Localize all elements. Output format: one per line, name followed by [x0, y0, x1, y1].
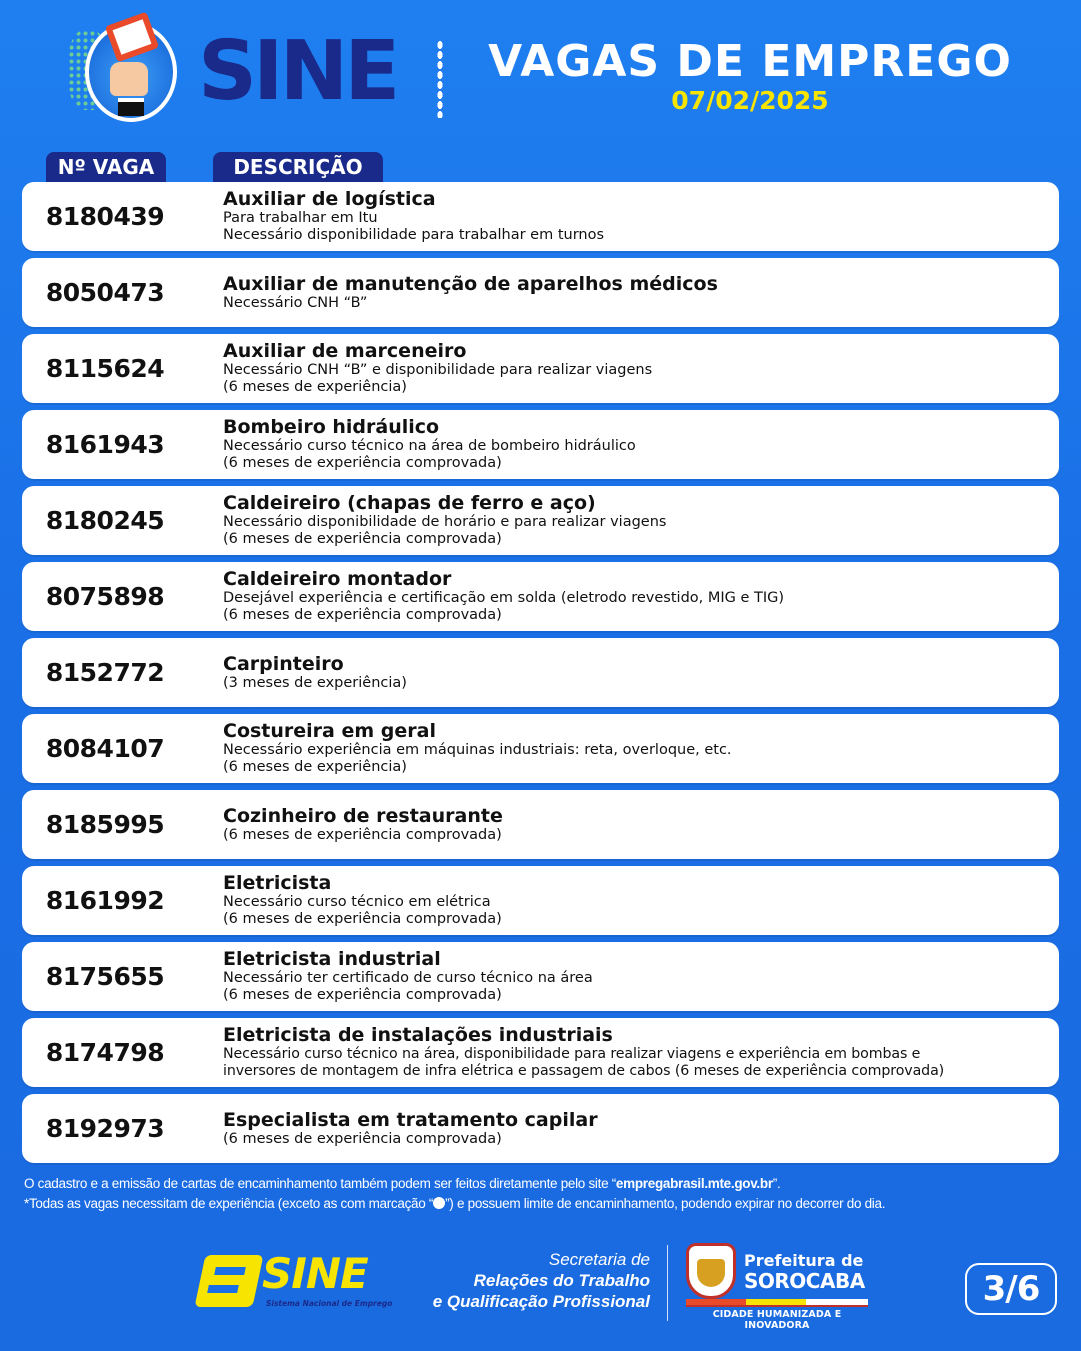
- job-detail: Desejável experiência e certificação em solda (eletrodo revestido, MIG e TIG): [223, 590, 785, 606]
- job-detail: (3 meses de experiência): [223, 674, 407, 691]
- job-detail: Necessário curso técnico na área de bombeiro hidráulico: [223, 438, 636, 454]
- job-row: [22, 182, 1059, 251]
- sine-s-icon-stripe: [207, 1285, 239, 1293]
- footnote-site-suffix: ”.: [772, 1176, 781, 1191]
- footnotes: [24, 1174, 1064, 1214]
- job-detail: Necessário disponibilidade para trabalhar em turnos: [223, 227, 605, 243]
- site-link[interactable]: empregabrasil.mte.gov.br: [615, 1176, 773, 1191]
- job-number: 8180245: [45, 506, 165, 535]
- job-number: 8050473: [45, 278, 165, 307]
- cuff-icon: [118, 98, 144, 116]
- job-description: [223, 258, 1055, 327]
- circle-mark-icon: [433, 1197, 445, 1209]
- secretaria-line-3: e Qualificação Profissional: [432, 1292, 650, 1311]
- prefeitura-line-1: Prefeitura de: [744, 1251, 864, 1270]
- job-title: Especialista em tratamento capilar: [223, 1108, 598, 1131]
- job-row: [22, 410, 1059, 479]
- secretaria-line-2: Relações do Trabalho: [473, 1271, 650, 1290]
- job-description: [223, 1018, 1055, 1087]
- job-number: 8084107: [45, 734, 165, 763]
- job-detail: Necessário disponibilidade de horário e para realizar viagens: [223, 514, 667, 530]
- job-row: [22, 866, 1059, 935]
- job-title: Costureira em geral: [223, 720, 436, 742]
- sorocaba-crest-shield-icon: [697, 1259, 725, 1287]
- job-description: [223, 790, 1055, 859]
- job-detail: (6 meses de experiência comprovada): [223, 455, 502, 471]
- job-detail: Necessário ter certificado de curso técnico na área: [223, 970, 593, 986]
- job-title: Bombeiro hidráulico: [223, 416, 440, 438]
- prefeitura-line-2: SOROCABA: [744, 1269, 865, 1293]
- job-number: 8075898: [45, 582, 165, 611]
- secretaria-logo: [410, 1249, 650, 1312]
- job-title: Eletricista de instalações industriais: [223, 1024, 613, 1046]
- job-description: [223, 1094, 1055, 1163]
- job-description: [223, 410, 1055, 479]
- job-number: 8175655: [45, 962, 165, 991]
- job-detail: (6 meses de experiência comprovada): [223, 531, 502, 547]
- job-description: [223, 942, 1055, 1011]
- page-title: VAGAS DE EMPREGO: [488, 36, 1012, 87]
- job-row: [22, 790, 1059, 859]
- sine-s-icon: [194, 1255, 263, 1307]
- job-description: [223, 182, 1055, 251]
- job-detail: Necessário CNH “B” e disponibilidade para realizar viagens: [223, 362, 653, 378]
- job-row: [22, 1018, 1059, 1087]
- job-title: Caldeireiro (chapas de ferro e aço): [223, 492, 596, 514]
- page-date: 07/02/2025: [671, 86, 829, 115]
- sine-s-icon-stripe: [214, 1267, 246, 1275]
- job-detail: Para trabalhar em Itu: [223, 210, 378, 226]
- job-title: Auxiliar de marceneiro: [223, 340, 467, 362]
- job-row: [22, 1094, 1059, 1163]
- brand-title: SINE: [198, 24, 397, 119]
- job-title: Auxiliar de manutenção de aparelhos médicos: [223, 272, 718, 295]
- footnote-experience-suffix: ”) e possuem limite de encaminhamento, podendo expirar no decorrer do dia.: [445, 1196, 886, 1211]
- job-detail: Necessário curso técnico na área, disponibilidade para realizar viagens e experiência em bombas e: [223, 1046, 921, 1062]
- job-list: [22, 182, 1059, 1170]
- column-header-number: Nº VAGA: [46, 152, 166, 182]
- job-detail: (6 meses de experiência comprovada): [223, 987, 502, 1003]
- job-detail: (6 meses de experiência comprovada): [223, 1130, 502, 1147]
- job-detail: Necessário curso técnico em elétrica: [223, 894, 491, 910]
- job-number: 8161992: [45, 886, 165, 915]
- job-row: [22, 258, 1059, 327]
- job-number: 8180439: [45, 202, 165, 231]
- prefeitura-color-bar-line: [686, 1305, 868, 1307]
- job-title: Eletricista industrial: [223, 948, 441, 970]
- job-title: Caldeireiro montador: [223, 568, 452, 590]
- job-number: 8185995: [45, 810, 165, 839]
- job-row: [22, 562, 1059, 631]
- job-detail: (6 meses de experiência): [223, 759, 407, 775]
- job-row: [22, 486, 1059, 555]
- job-detail: inversores de montagem de infra elétrica e passagem de cabos (6 meses de experiência comprovada): [223, 1063, 945, 1079]
- secretaria-line-1: Secretaria de: [548, 1250, 650, 1269]
- job-description: [223, 486, 1055, 555]
- job-number: 8152772: [45, 658, 165, 687]
- job-title: Carpinteiro: [223, 652, 344, 675]
- job-detail: (6 meses de experiência): [223, 379, 407, 395]
- job-row: [22, 714, 1059, 783]
- sine-footer-subtitle: Sistema Nacional de Emprego: [266, 1299, 393, 1308]
- job-number: 8192973: [45, 1114, 165, 1143]
- footer: [0, 1235, 1081, 1335]
- prefeitura-slogan: CIDADE HUMANIZADA E INOVADORA: [712, 1309, 842, 1331]
- page-indicator: 3/6: [965, 1263, 1057, 1315]
- job-detail: Necessário CNH “B”: [223, 294, 368, 311]
- job-description: [223, 638, 1055, 707]
- header: [0, 0, 1081, 150]
- job-title: Auxiliar de logística: [223, 188, 436, 210]
- job-detail: Necessário experiência em máquinas industriais: reta, overloque, etc.: [223, 742, 732, 758]
- sine-footer-logo: SINE: [262, 1249, 368, 1298]
- job-detail: (6 meses de experiência comprovada): [223, 826, 502, 843]
- job-description: [223, 866, 1055, 935]
- job-title: Eletricista: [223, 872, 332, 894]
- footnote-experience-prefix: *Todas as vagas necessitam de experiência (exceto as com marcação “: [24, 1196, 434, 1211]
- footer-divider: [667, 1245, 668, 1321]
- job-row: [22, 334, 1059, 403]
- job-description: [223, 334, 1055, 403]
- job-number: 8174798: [45, 1038, 165, 1067]
- job-number: 8115624: [45, 354, 165, 383]
- job-row: [22, 942, 1059, 1011]
- footnote-experience: [24, 1194, 1064, 1214]
- footnote-site: [24, 1174, 1064, 1194]
- job-description: [223, 714, 1055, 783]
- job-description: [223, 562, 1055, 631]
- job-row: [22, 638, 1059, 707]
- job-detail: (6 meses de experiência comprovada): [223, 911, 502, 927]
- footnote-site-prefix: O cadastro e a emissão de cartas de encaminhamento também podem ser feitos diretamente pelo site “: [24, 1176, 616, 1191]
- dotted-divider: [437, 40, 443, 118]
- hand-icon: [110, 62, 148, 96]
- job-detail: (6 meses de experiência comprovada): [223, 607, 502, 623]
- column-header-description: DESCRIÇÃO: [213, 152, 383, 182]
- job-number: 8161943: [45, 430, 165, 459]
- job-title: Cozinheiro de restaurante: [223, 804, 503, 827]
